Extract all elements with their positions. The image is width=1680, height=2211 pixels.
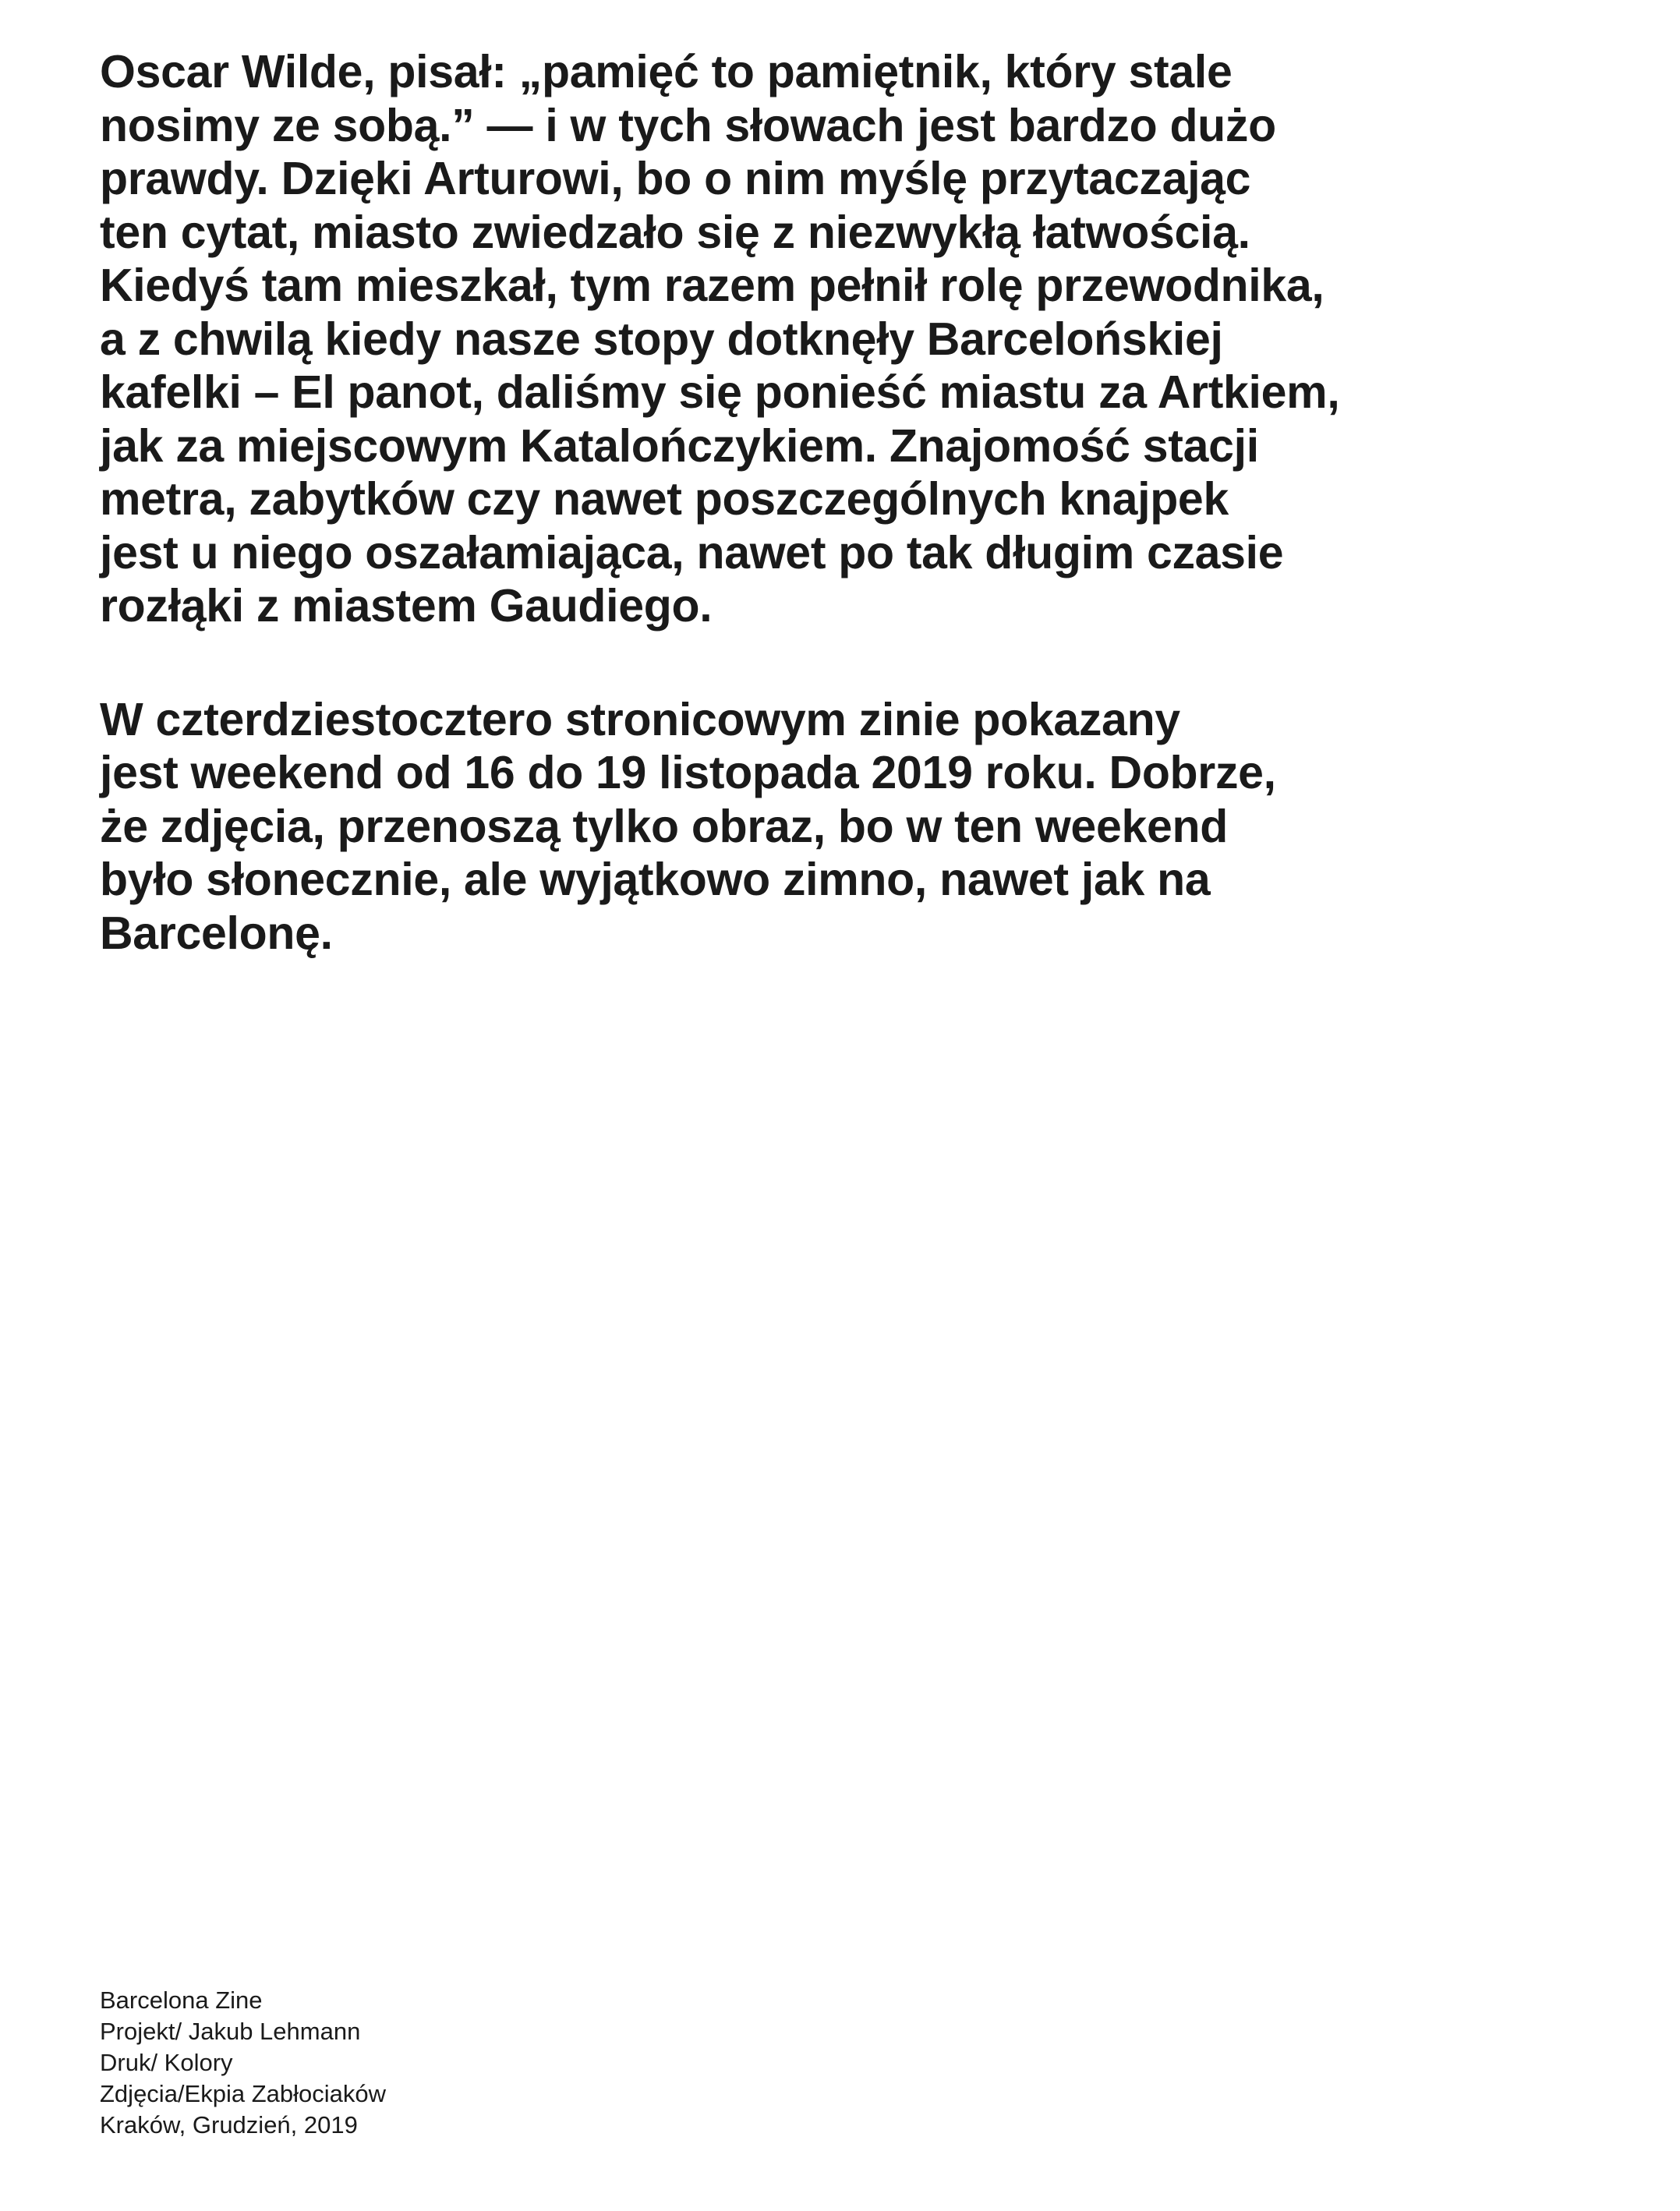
colophon-place-date: Kraków, Grudzień, 2019: [100, 2111, 358, 2138]
text-line: prawdy. Dzięki Arturowi, bo o nim myślę przytaczając: [100, 153, 1251, 204]
text-line: ten cytat, miasto zwiedzało się z niezwykłą łatwością.: [100, 206, 1250, 258]
text-line: rozłąki z miastem Gaudiego.: [100, 580, 713, 631]
text-line: Barcelonę.: [100, 907, 333, 959]
colophon-project: Projekt/ Jakub Lehmann: [100, 2018, 361, 2045]
text-line: metra, zabytków czy nawet poszczególnych knajpek: [100, 473, 1229, 525]
text-line: Oscar Wilde, pisał: „pamięć to pamiętnik, który stale: [100, 46, 1233, 97]
text-line: było słonecznie, ale wyjątkowo zimno, nawet jak na: [100, 854, 1211, 905]
colophon-print: Druk/ Kolory: [100, 2049, 233, 2076]
text-line: jest weekend od 16 do 19 listopada 2019 roku. Dobrze,: [100, 747, 1276, 798]
colophon-title: Barcelona Zine: [100, 1986, 263, 2014]
text-line: Kiedyś tam mieszkał, tym razem pełnił rolę przewodnika,: [100, 260, 1325, 311]
paragraph-spacer: [100, 633, 1643, 693]
paragraph-intro: [100, 45, 1643, 633]
text-line: jest u niego oszałamiająca, nawet po tak długim czasie: [100, 526, 1284, 578]
colophon-photos: Zdjęcia/Ekpia Zabłociaków: [100, 2080, 387, 2107]
text-line: że zdjęcia, przenoszą tylko obraz, bo w ten weekend: [100, 800, 1228, 852]
main-text: [100, 45, 1643, 960]
text-line: a z chwilą kiedy nasze stopy dotknęły Barcelońskiej: [100, 313, 1223, 365]
paragraph-weekend: [100, 693, 1643, 960]
colophon: [100, 1985, 386, 2141]
text-line: W czterdziestocztero stronicowym zinie pokazany: [100, 693, 1180, 745]
text-line: nosimy ze sobą.” — i w tych słowach jest bardzo dużo: [100, 99, 1276, 151]
text-line: kafelki – El panot, daliśmy się ponieść miastu za Artkiem,: [100, 366, 1340, 418]
text-line: jak za miejscowym Katalończykiem. Znajomość stacji: [100, 419, 1259, 472]
